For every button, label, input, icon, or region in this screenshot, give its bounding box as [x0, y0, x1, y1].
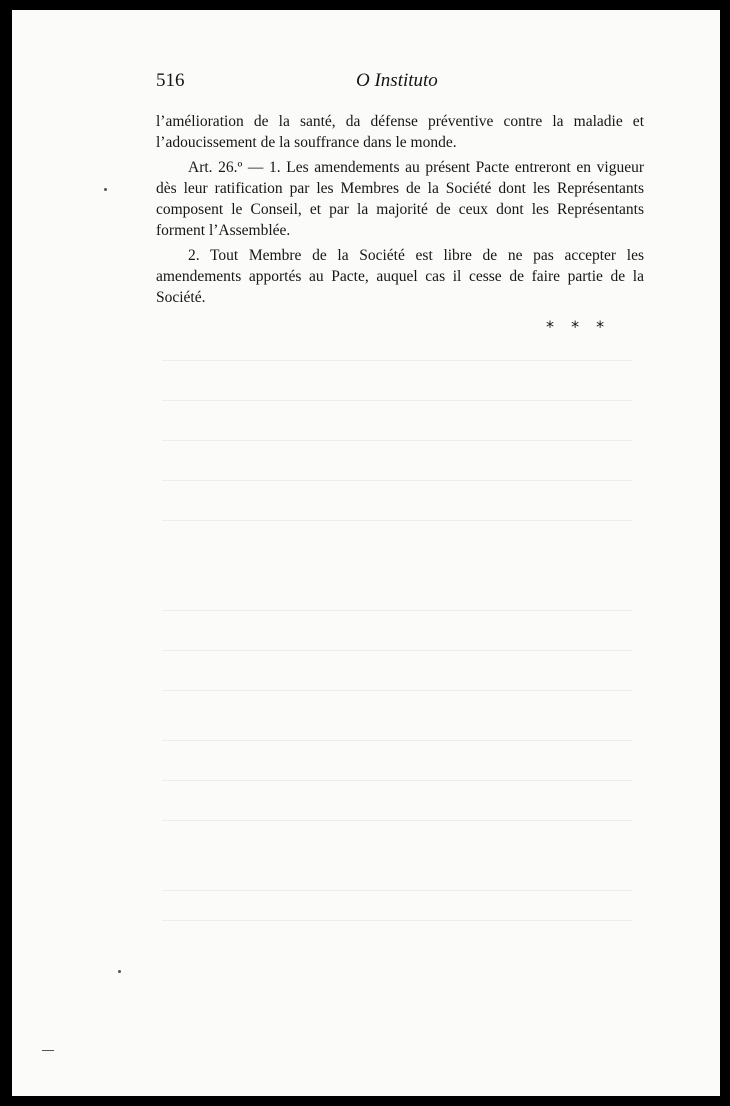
- show-through-line: [162, 610, 632, 611]
- show-through-line: [162, 920, 632, 921]
- show-through-line: [162, 520, 632, 521]
- document-page: [12, 10, 720, 1096]
- show-through-line: [162, 780, 632, 781]
- show-through-line: [162, 440, 632, 441]
- page-header: [156, 70, 644, 100]
- paragraph-continuation: l’amélioration de la santé, da défense préventive contre la maladie et l’adoucissement de la souffrance dans le monde.: [156, 113, 644, 151]
- scan-speck: [42, 1050, 54, 1051]
- section-ornament: * * *: [546, 317, 611, 336]
- show-through-line: [162, 690, 632, 691]
- show-through-line: [162, 400, 632, 401]
- show-through-line: [162, 740, 632, 741]
- show-through-line: [162, 820, 632, 821]
- paragraph-clause-2: 2. Tout Membre de la Société est libre de ne pas accepter les amendements apportés au Pacte, auquel cas il cesse de faire partie de la Société.: [156, 247, 644, 306]
- page-number: 516: [156, 70, 185, 91]
- paragraph-article-26: Art. 26.º — 1. Les amendements au présent Pacte entreront en vigueur dès leur ratification par les Membres de la Société dont les Représentants composent le Conseil, et par la majorité de ceux dont les Représentants forment l’Assemblée.: [156, 159, 644, 239]
- show-through-line: [162, 650, 632, 651]
- show-through-line: [162, 360, 632, 361]
- body-text: [156, 111, 644, 312]
- scan-speck: [118, 970, 121, 973]
- show-through-line: [162, 890, 632, 891]
- show-through-line: [162, 480, 632, 481]
- running-title: O Instituto: [356, 70, 438, 91]
- scan-speck: [104, 188, 107, 191]
